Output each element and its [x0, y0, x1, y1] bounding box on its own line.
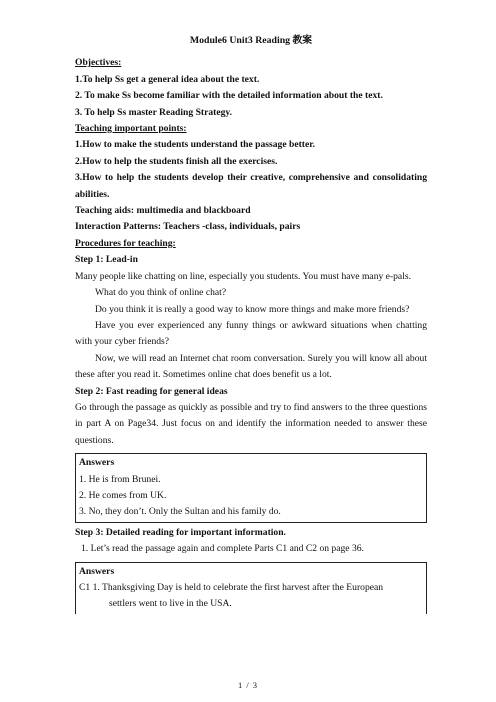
- point-item: 3.How to help the students develop their creative, comprehensive and consolidating abilities.: [75, 172, 427, 200]
- objective-item: 2. To make Ss become familiar with the detailed information about the text.: [75, 90, 383, 102]
- interaction-patterns: Interaction Patterns: Teachers -class, individuals, pairs: [75, 221, 301, 233]
- answers-label: Answers: [79, 565, 115, 577]
- step2-heading: Step 2: Fast reading for general ideas: [75, 385, 228, 397]
- objective-item: 1.To help Ss get a general idea about the text.: [75, 73, 260, 85]
- answer-item: 3. No, they don’t. Only the Sultan and his family do.: [79, 506, 281, 518]
- document-content: [75, 33, 427, 616]
- point-item: 2.How to help the students finish all the exercises.: [75, 155, 278, 167]
- step1-question: Do you think it is really a good way to know more things and make more friends?: [95, 303, 410, 315]
- step1-question: What do you think of online chat?: [95, 287, 227, 299]
- step2-text: Go through the passage as quickly as possible and try to find answers to the three questions in part A on Page34. Just focus on and identify the information needed to answer these questions.: [75, 401, 427, 446]
- points-heading: Teaching important points:: [75, 123, 187, 135]
- page-number: 1 / 3: [237, 680, 259, 690]
- step2-answers-box: [75, 453, 427, 523]
- step1-question: Have you ever experienced any funny things or awkward situations when chatting with your cyber friends?: [75, 319, 427, 348]
- step1-heading: Step 1: Lead-in: [75, 254, 138, 266]
- document-title: Module6 Unit3 Reading 教案: [189, 35, 313, 46]
- point-item: 1.How to make the students understand the passage better.: [75, 139, 316, 151]
- step1-intro: Many people like chatting on line, especially you students. You must have many e-pals.: [75, 270, 411, 282]
- answer-item: 2. He comes from UK.: [79, 489, 167, 501]
- objective-item: 3. To help Ss master Reading Strategy.: [75, 106, 233, 118]
- c1-answer-line: settlers went to live in the USA.: [109, 598, 232, 610]
- step3-answers-box: [75, 562, 427, 614]
- answers-label: Answers: [79, 457, 115, 469]
- answer-item: 1. He is from Brunei.: [79, 473, 161, 485]
- step1-question: Now, we will read an Internet chat room conversation. Surely you will know all about these after you read it. Sometimes online chat does benefit us a lot.: [75, 352, 427, 381]
- procedures-heading: Procedures for teaching:: [75, 237, 176, 249]
- step3-heading: Step 3: Detailed reading for important information.: [75, 526, 286, 538]
- c1-answer-line: C1 1. Thanksgiving Day is held to celebrate the first harvest after the European: [79, 582, 384, 593]
- teaching-aids: Teaching aids: multimedia and blackboard: [75, 205, 251, 217]
- objectives-heading: Objectives:: [75, 57, 122, 69]
- step3-text: 1. Let’s read the passage again and complete Parts C1 and C2 on page 36.: [81, 543, 364, 555]
